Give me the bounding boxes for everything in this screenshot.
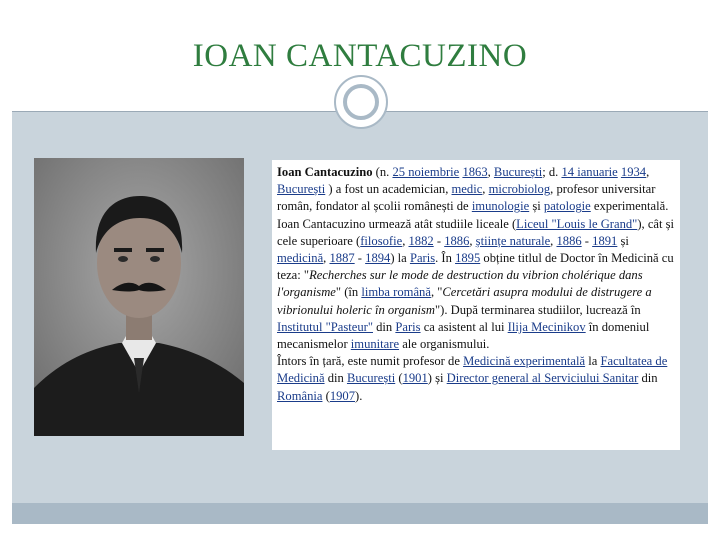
text-run: ) și bbox=[427, 371, 447, 386]
text-run: , bbox=[646, 165, 650, 179]
wiki-link[interactable]: filosofie bbox=[360, 233, 403, 248]
text-run: ). bbox=[355, 388, 363, 403]
wiki-link[interactable]: științe naturale bbox=[475, 233, 551, 248]
thesis-title: Cercetări asupra modului de distrugere a vibrionului holeric în organism bbox=[277, 285, 652, 317]
wiki-link[interactable]: Facultatea de Medicină bbox=[277, 354, 668, 386]
text-run: la bbox=[585, 354, 601, 369]
text-run: obține titlul de Doctor în Medicină cu teza: " bbox=[277, 251, 674, 283]
wiki-link[interactable]: 25 noiembrie bbox=[392, 165, 460, 179]
decorative-ring-inner bbox=[343, 84, 379, 120]
text-run: ( bbox=[395, 371, 403, 386]
text-run: ale organismului. bbox=[399, 337, 490, 352]
wiki-link[interactable]: imunologie bbox=[471, 199, 530, 214]
wiki-link[interactable]: Ilija Mecinikov bbox=[507, 319, 586, 334]
wiki-link[interactable]: patologie bbox=[543, 199, 591, 214]
text-run: din bbox=[638, 371, 658, 386]
wiki-link[interactable]: imunitare bbox=[350, 337, 400, 352]
text-run: ; d. bbox=[542, 165, 562, 179]
text-run: experimentală. bbox=[590, 199, 669, 214]
wiki-link[interactable]: Liceul "Louis le Grand" bbox=[516, 216, 638, 231]
wiki-link[interactable]: 1901 bbox=[402, 371, 428, 386]
bio-paragraph-1 bbox=[277, 164, 677, 216]
text-run: - bbox=[433, 233, 445, 248]
wiki-link[interactable]: 1882 bbox=[408, 233, 434, 248]
wiki-link[interactable]: Paris bbox=[395, 319, 421, 334]
wiki-link[interactable]: 1886 bbox=[444, 233, 470, 248]
wiki-link[interactable]: medic bbox=[451, 182, 483, 197]
text-run: , " bbox=[430, 285, 443, 300]
text-run: , bbox=[469, 233, 476, 248]
wiki-link[interactable]: 14 ianuarie bbox=[561, 165, 618, 179]
wiki-link[interactable]: 1863 bbox=[462, 165, 488, 179]
wiki-link[interactable]: Paris bbox=[409, 251, 436, 266]
text-run: ca asistent al lui bbox=[420, 319, 508, 334]
text-run: , bbox=[550, 233, 557, 248]
text-run: "). După terminarea studiilor, lucrează în bbox=[435, 302, 641, 317]
text-run: (n. bbox=[372, 165, 393, 179]
text-run: Ioan Cantacuzino urmează atât studiile liceale ( bbox=[277, 216, 517, 231]
text-run: ) a fost un academician, bbox=[325, 182, 452, 197]
text-run: din bbox=[324, 371, 347, 386]
text-run: - bbox=[354, 251, 366, 266]
slide-title: IOAN CANTACUZINO bbox=[192, 38, 528, 74]
text-run: în domeniul mecanismelor bbox=[277, 319, 650, 352]
text-run: și bbox=[617, 233, 629, 248]
bio-paragraph-3 bbox=[277, 353, 677, 405]
text-run: , bbox=[402, 233, 409, 248]
text-run: ), cât și cele superioare ( bbox=[277, 216, 675, 248]
text-run: , bbox=[487, 165, 494, 179]
text-run: ( bbox=[322, 388, 330, 403]
wiki-link[interactable]: limba română bbox=[361, 285, 431, 300]
text-run: ) la bbox=[390, 251, 410, 266]
thesis-title: Recherches sur le mode de destruction du vibrion cholérique dans l'organisme bbox=[277, 268, 643, 300]
wiki-link[interactable]: Institutul "Pasteur" bbox=[277, 319, 373, 334]
text-run: Întors în țară, este numit profesor de bbox=[277, 354, 464, 369]
wiki-link[interactable]: microbiolog bbox=[488, 182, 551, 197]
wiki-link[interactable]: 1891 bbox=[592, 233, 618, 248]
wiki-link[interactable]: România bbox=[277, 388, 323, 403]
wiki-link[interactable]: 1934 bbox=[620, 165, 647, 179]
wiki-link[interactable]: 1907 bbox=[329, 388, 355, 403]
text-run: . În bbox=[435, 251, 456, 266]
wiki-link[interactable]: 1894 bbox=[365, 251, 391, 266]
wiki-link[interactable]: București bbox=[493, 165, 543, 179]
text-run: din bbox=[372, 319, 396, 334]
biography-text bbox=[277, 164, 677, 405]
subject-name: Ioan Cantacuzino bbox=[277, 165, 373, 179]
wiki-link[interactable]: Medicină experimentală bbox=[463, 354, 586, 369]
wiki-link[interactable]: medicină bbox=[277, 251, 324, 266]
wiki-link[interactable]: București bbox=[346, 371, 396, 386]
bio-paragraph-2 bbox=[277, 216, 677, 354]
text-run: " (în bbox=[335, 285, 362, 300]
text-run: - bbox=[581, 233, 593, 248]
text-run: și bbox=[529, 199, 544, 214]
footer-band bbox=[12, 503, 708, 524]
portrait-illustration bbox=[34, 158, 244, 436]
text-run: , bbox=[482, 182, 489, 197]
portrait-photo bbox=[34, 158, 244, 436]
text-run: , profesor universitar român, fondator al școlii românești de bbox=[277, 182, 656, 214]
wiki-link[interactable]: 1886 bbox=[556, 233, 582, 248]
text-run: , bbox=[323, 251, 330, 266]
wiki-link[interactable]: 1887 bbox=[329, 251, 355, 266]
wiki-link[interactable]: București bbox=[277, 182, 326, 197]
wiki-link[interactable]: Director general al Serviciului Sanitar bbox=[446, 371, 639, 386]
wiki-link[interactable]: 1895 bbox=[455, 251, 481, 266]
